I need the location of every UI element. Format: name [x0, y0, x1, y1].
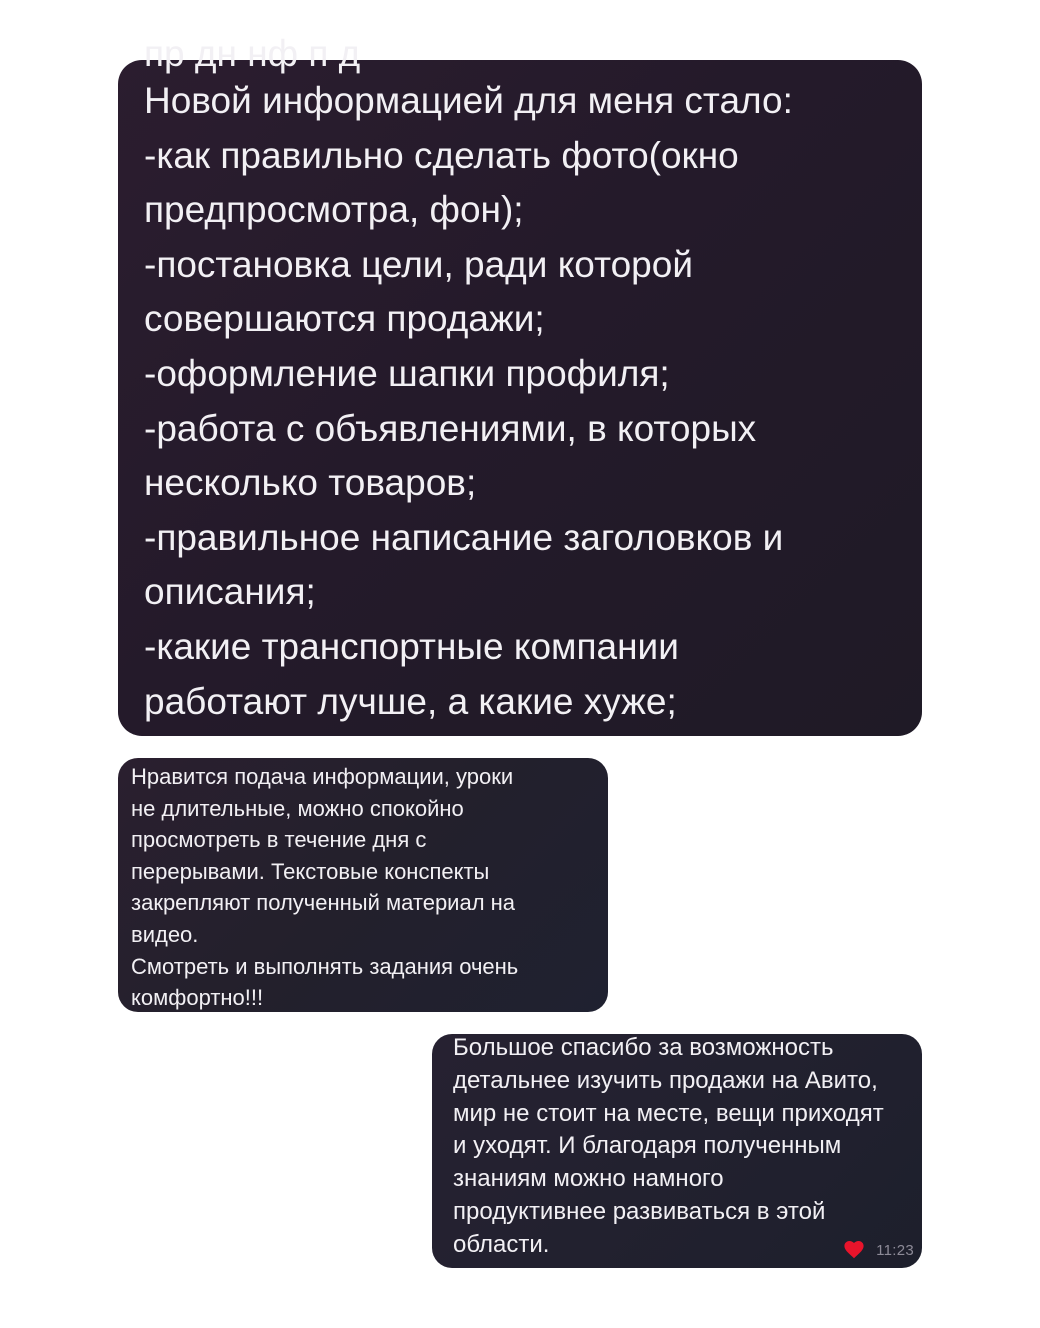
message-line: -оформление шапки профиля;	[144, 352, 670, 394]
message-line: перерывами. Текстовые конспекты	[131, 858, 490, 884]
message-line: совершаются продажи;	[144, 298, 545, 340]
message-line: продуктивнее развиваться в этой	[453, 1197, 826, 1225]
message-line: предпросмотра, фон);	[144, 189, 524, 231]
message-line: -какие транспортные компании	[144, 625, 679, 667]
message-line: -постановка цели, ради которой	[144, 243, 694, 285]
message-line: Смотреть и выполнять задания очень	[131, 953, 519, 979]
message-text	[453, 1032, 884, 1262]
message-line: комфортно!!!	[131, 985, 264, 1011]
message-line: Нравится подача информации, уроки	[131, 764, 514, 789]
message-line: Большое спасибо за возможность	[453, 1034, 834, 1061]
message-line: просмотреть в течение дня с	[131, 827, 427, 853]
message-line: -правильное написание заголовков и	[144, 516, 784, 558]
message-line: детальнее изучить продажи на Авито,	[453, 1066, 878, 1094]
heart-icon[interactable]	[844, 1241, 864, 1259]
message-line: не длительные, можно спокойно	[131, 795, 464, 821]
message-line: -как правильно сделать фото(окно	[144, 134, 739, 176]
message-line: описания;	[144, 571, 316, 613]
message-meta	[844, 1241, 914, 1259]
message-line: работают лучше, а какие хуже;	[144, 680, 677, 722]
message-line: видео.	[131, 921, 199, 947]
message-line: закрепляют полученный материал на	[131, 890, 516, 916]
message-line: знаниям можно намного	[453, 1165, 724, 1193]
message-time: 11:23	[876, 1241, 914, 1259]
message-text	[144, 74, 793, 729]
message-cut-line: пр дн нф п д	[144, 33, 361, 74]
message-bubble[interactable]	[118, 758, 608, 1012]
message-line: и уходят. И благодаря полученным	[453, 1132, 842, 1160]
message-line: мир не стоит на месте, вещи приходят	[453, 1099, 884, 1127]
message-text	[131, 761, 518, 1014]
message-line: -работа с объявлениями, в которых	[144, 407, 757, 449]
message-bubble[interactable]	[118, 33, 922, 736]
message-bubble[interactable]	[432, 1034, 922, 1268]
message-line: несколько товаров;	[144, 462, 477, 504]
message-line: области.	[453, 1230, 550, 1258]
message-line: Новой информацией для меня стало:	[144, 80, 793, 121]
